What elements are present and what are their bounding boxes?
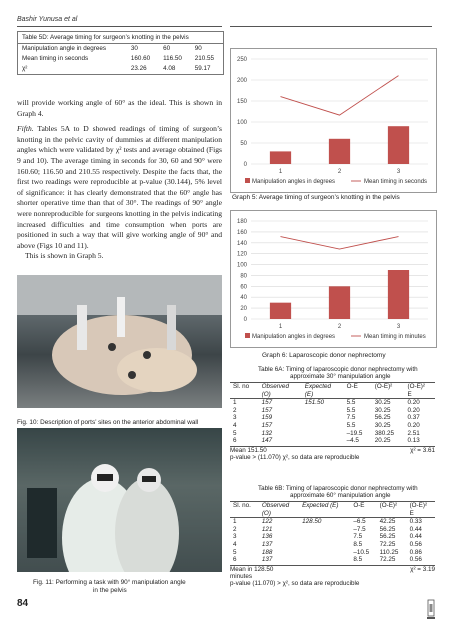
legend-swatch-bars [245, 178, 250, 183]
bar-mark [270, 303, 291, 319]
table-cell: 157 [261, 406, 273, 414]
table-cell: 72.25 [379, 540, 396, 548]
table-6b-mean-unit: minutes [230, 572, 253, 580]
table-cell: (O) [259, 510, 299, 518]
x-tick-label: 2 [337, 169, 342, 175]
series-line [281, 76, 399, 116]
table-cell [230, 510, 259, 518]
table-5d-caption: Table 5D: Average timing for surgeon’s knotting in the pelvis [22, 34, 189, 41]
table-cell: 5.5 [346, 421, 356, 429]
table-cell [377, 510, 407, 518]
table-cell: 0.33 [409, 518, 422, 526]
x-tick-label: 3 [396, 324, 401, 330]
table-cell: 110.25 [379, 548, 399, 556]
table-cell: 6 [233, 556, 237, 564]
table-cell: 5.5 [346, 399, 356, 407]
table-cell: 210.55 [194, 55, 215, 62]
y-tick-label: 0 [243, 317, 247, 323]
table-cell: 151.50 [304, 399, 325, 407]
table-cell: 0.44 [409, 533, 422, 541]
surgeons-photo-illustration [17, 428, 222, 572]
table-row [18, 54, 223, 64]
table-cell [299, 526, 350, 534]
table-cell [299, 541, 350, 549]
table-cell: 7.5 [346, 414, 356, 422]
y-tick-label: 140 [236, 240, 247, 247]
table-cell: (O-E)² [377, 502, 407, 510]
table-row [230, 510, 435, 518]
x-tick-label: 1 [278, 324, 283, 330]
table-6a-caption-1: Table 6A: Timing of laparoscopic donor nephrectomy with [258, 366, 418, 373]
table-cell [302, 430, 344, 438]
graph-6-chart [230, 210, 437, 348]
table-row [230, 437, 435, 445]
table-cell [372, 391, 405, 399]
table-cell: 116.50 [163, 55, 182, 62]
bar-mark [329, 139, 350, 164]
y-tick-label: 80 [240, 273, 247, 280]
table-cell: –10.5 [353, 548, 370, 556]
table-cell: 147 [261, 437, 273, 445]
table-cell: 6 [233, 437, 237, 445]
legend-label: Manipulation angles in degrees [252, 179, 336, 185]
table-cell: 42.25 [379, 518, 396, 526]
table-cell [299, 533, 350, 541]
table-cell: 0.20 [407, 406, 420, 414]
bar-mark [388, 270, 409, 319]
table-cell [299, 549, 350, 557]
table-row [18, 64, 223, 74]
figure-11-caption-line2: in the pelvis [93, 587, 127, 594]
table-cell: O-E [344, 383, 372, 391]
table-cell: 20.25 [374, 437, 391, 445]
running-header-author: Bashir Yunusa et al [17, 16, 78, 23]
table-cell: Manipulation angle in degrees [18, 44, 127, 55]
figure-11-photo [17, 428, 222, 572]
table-cell: –4.5 [346, 437, 359, 445]
graph-6-caption: Graph 6: Laparoscopic donor nephrectomy [262, 352, 386, 359]
table-cell: 72.25 [379, 556, 396, 564]
table-6a-note: p-value > (11.070) χ², so data are reproducible [230, 453, 360, 461]
table-cell: 2.51 [407, 429, 420, 437]
table-row [230, 399, 435, 407]
bar-mark [388, 126, 409, 164]
table-cell: Sl. no. [230, 502, 259, 510]
table-6b-footer [230, 565, 435, 587]
table-6b-grid [230, 501, 435, 564]
bar-mark [270, 151, 291, 164]
table-cell: O-E [350, 502, 376, 510]
body-paragraph: This is shown in Graph 5. [25, 251, 104, 261]
table-cell: 159 [261, 414, 273, 422]
header-rule-right [230, 26, 432, 27]
graph-6-svg [231, 211, 436, 347]
table-row [18, 44, 223, 55]
table-cell: 2 [233, 525, 237, 533]
table-cell: 8.5 [353, 540, 363, 548]
table-row [230, 430, 435, 438]
graph-5-caption: Graph 5: Average timing of surgeon’s knotting in the pelvis [232, 194, 400, 201]
table-cell: Expected [302, 383, 344, 391]
legend-label: Mean timing in seconds [364, 179, 428, 185]
table-cell: E [405, 391, 435, 399]
table-cell [302, 437, 344, 445]
table-cell: 56.25 [379, 525, 396, 533]
paragraph-lead: Fifth. [17, 124, 34, 134]
table-cell: 30.25 [374, 406, 391, 414]
table-row [230, 422, 435, 430]
table-6a-chi: χ² = 3.61 [410, 446, 435, 454]
table-cell: Observed [259, 502, 299, 510]
figure-10-caption: Fig. 10: Description of ports’ sites on the anterior abdominal wall [17, 419, 199, 426]
body-paragraph: will provide working angle of 60° as the ideal. This is shown in Graph 4. [17, 98, 222, 118]
table-cell: 7.5 [353, 533, 363, 541]
table-cell: Sl. no [230, 383, 259, 391]
table-row [230, 383, 435, 391]
graph-5-svg [231, 49, 436, 192]
table-cell: 90 [191, 44, 223, 55]
y-tick-label: 0 [243, 162, 247, 168]
table-cell: 56.25 [374, 414, 391, 422]
x-tick-label: 1 [278, 169, 283, 175]
table-cell: (O-E)² [405, 383, 435, 391]
table-cell: (O-E)² [407, 502, 435, 510]
table-6b-note: p-value (11.070) > χ², so data are reproducible [230, 579, 360, 587]
table-cell: 0.20 [407, 399, 420, 407]
table-cell: (O) [259, 391, 302, 399]
table-cell: 121 [261, 525, 273, 533]
table-cell: 122 [261, 518, 273, 526]
publisher-logo-icon [426, 596, 436, 622]
table-row [230, 541, 435, 549]
graph-5-chart [230, 48, 437, 193]
table-row [230, 502, 435, 510]
y-tick-label: 60 [240, 284, 247, 291]
legend-swatch-bars [245, 333, 250, 338]
y-tick-label: 100 [236, 120, 247, 126]
table-cell: 0.44 [409, 525, 422, 533]
y-tick-label: 50 [240, 141, 247, 147]
table-cell: 59.17 [194, 65, 211, 72]
table-5d-grid [18, 43, 223, 74]
figure-10-photo [17, 275, 222, 408]
page-number: 84 [17, 598, 29, 609]
table-cell: 0.56 [409, 540, 422, 548]
legend-label: Manipulation angles in degrees [252, 334, 336, 340]
body-text [17, 98, 222, 262]
table-cell: 157 [261, 399, 273, 407]
table-cell: 3 [233, 414, 237, 422]
table-cell: Observed [259, 383, 302, 391]
table-6b-caption-2: approximate 60° manipulation angle [290, 492, 391, 499]
table-cell: –19.5 [346, 429, 363, 437]
table-6a-grid [230, 382, 435, 445]
table-6b [230, 485, 435, 587]
abdomen-photo-illustration [17, 275, 222, 408]
y-tick-label: 150 [236, 99, 247, 105]
table-cell: –7.5 [353, 525, 366, 533]
table-cell: 188 [261, 548, 273, 556]
table-cell: 4.08 [163, 65, 176, 72]
y-tick-label: 20 [240, 306, 247, 313]
table-6b-caption-1: Table 6B: Timing of laparoscopic donor nephrectomy with [258, 485, 418, 492]
table-cell: χ² [22, 65, 28, 72]
table-cell: 23.26 [130, 65, 147, 72]
figure-11-caption-line1: Fig. 11: Performing a task with 90° manipulation angle [33, 579, 186, 586]
table-cell: 2 [233, 406, 237, 414]
table-cell: 30.25 [374, 421, 391, 429]
table-cell: 1 [233, 518, 237, 526]
table-6a-footer [230, 446, 435, 461]
table-cell: 0.86 [409, 548, 422, 556]
table-cell: E [407, 510, 435, 518]
table-cell: 160.60 [130, 55, 151, 62]
table-5d [17, 31, 224, 75]
table-row [230, 556, 435, 564]
table-cell [230, 391, 259, 399]
table-row [230, 391, 435, 399]
table-cell: Mean timing in seconds [22, 55, 89, 62]
table-row [230, 518, 435, 526]
table-6b-chi: χ² = 3.19 [410, 565, 435, 573]
paragraph-text: Tables 5A to D showed readings of timing of surgeon’s knotting in the pelvic cavity of dummies at different manipulation angles which were validated by χ² tests and average obtained (Figs 9 and 10). The average timing in seconds for 30, 60 and 90° were 160.60; 116.50 and 210.55 respectively. Despite the facts that, the first two readings were reproducible at p-value (30.144), 5% level of significance: it has clearly demonstrated that the 60° angle has shorter operative time than that of 30°. The readings of 90° angle were nonreproducible for surgeons knotting in the pelvis indicating increased difficulties and time consumption when ports are positioned in such a way that will give working angle of 90° and above (Figs 10 and 11). [17, 124, 222, 250]
table-cell [302, 414, 344, 422]
table-cell: 0.56 [409, 556, 422, 564]
table-6a [230, 366, 435, 461]
y-tick-label: 250 [236, 57, 247, 63]
table-cell: 132 [261, 429, 273, 437]
table-cell: 136 [261, 533, 273, 541]
x-tick-label: 2 [337, 324, 342, 330]
body-paragraph [17, 124, 222, 251]
table-cell: 5 [233, 548, 237, 556]
table-cell: 157 [261, 421, 273, 429]
y-tick-label: 40 [240, 295, 247, 302]
table-cell: 3 [233, 533, 237, 541]
table-cell: 0.13 [407, 437, 420, 445]
table-row [230, 526, 435, 534]
table-cell [302, 407, 344, 415]
table-cell [302, 422, 344, 430]
y-tick-label: 100 [236, 262, 247, 269]
table-cell: 56.25 [379, 533, 396, 541]
y-tick-label: 200 [236, 78, 247, 84]
table-cell [299, 556, 350, 564]
table-6a-mean: Mean 151.50 [230, 446, 267, 454]
table-row [230, 533, 435, 541]
table-cell: 137 [261, 540, 273, 548]
y-tick-label: 180 [236, 219, 247, 225]
table-cell: (E) [302, 391, 344, 399]
table-cell: 1 [233, 399, 237, 407]
table-cell [350, 510, 376, 518]
table-6b-mean: Mean in 128.50 [230, 565, 274, 573]
table-cell: 30.25 [374, 399, 391, 407]
x-tick-label: 3 [396, 169, 401, 175]
table-cell: 8.5 [353, 556, 363, 564]
table-cell: 137 [261, 556, 273, 564]
table-cell: 60 [159, 44, 191, 55]
legend-label: Mean timing in minutes [364, 334, 426, 340]
table-cell: 0.37 [407, 414, 420, 422]
table-cell: 5 [233, 429, 237, 437]
table-cell: Expected (E) [299, 502, 350, 510]
table-row [230, 414, 435, 422]
table-6a-caption-2: approximate 30° manipulation angle [290, 373, 391, 380]
table-cell [344, 391, 372, 399]
table-cell: 5.5 [346, 406, 356, 414]
table-row [230, 549, 435, 557]
table-cell: 0.20 [407, 421, 420, 429]
y-tick-label: 120 [236, 251, 247, 258]
bar-mark [329, 286, 350, 319]
table-cell [299, 510, 350, 518]
table-cell: 30 [127, 44, 159, 55]
table-cell: 4 [233, 421, 237, 429]
table-cell: 380.25 [374, 429, 395, 437]
figure-11-caption [33, 579, 233, 595]
header-rule-left [17, 26, 222, 27]
table-cell: –6.5 [353, 518, 366, 526]
y-tick-label: 160 [236, 229, 247, 236]
table-cell: 4 [233, 540, 237, 548]
table-row [230, 407, 435, 415]
table-cell: (O-E)² [372, 383, 405, 391]
table-cell: 128.50 [302, 518, 322, 526]
